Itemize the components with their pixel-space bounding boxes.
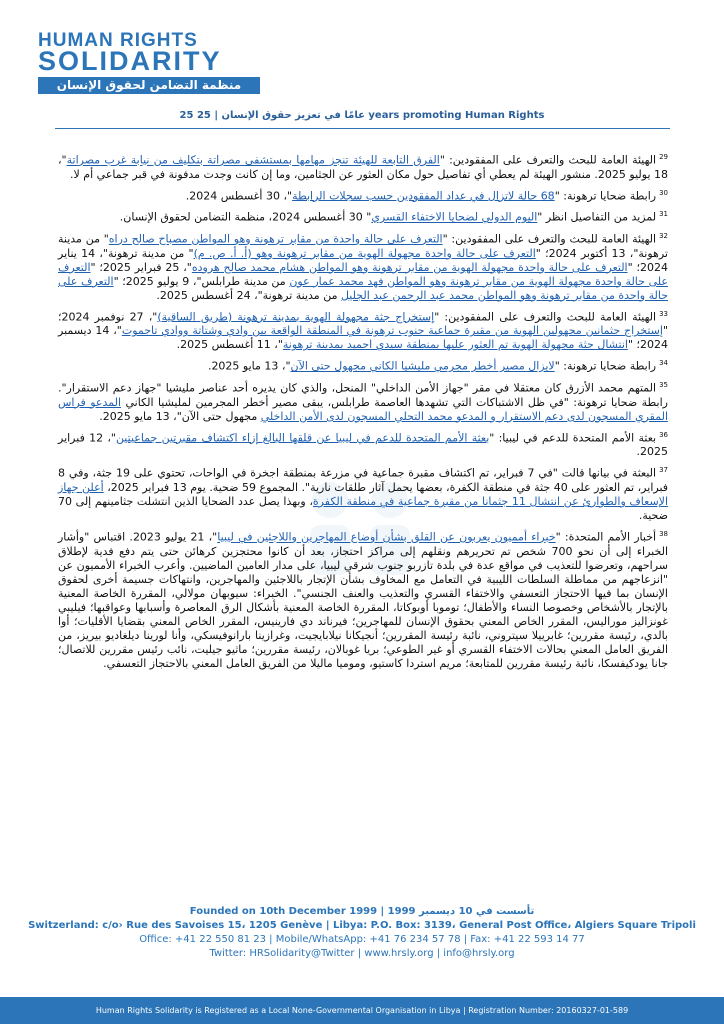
logo-line-1: HUMAN RIGHTS (38, 30, 198, 51)
footnote-text: المتهم محمد الأزرق كان معتقلا في مقر "جهاز الأمن الداخلي" المنحل، والذي كان يديره أحد عناصر مليشيا "جهاز دعم الاستقرار". رابطة ضحايا ترهونة: "في ظل الاشتباكات التي تشهدها العاصمة طرابلس، يبقى مصير أخطر المجرمين لمليشيا الكاني (58, 381, 668, 409)
footnote-text: "، 12 فبراير 2025. (58, 431, 668, 459)
registration-bar: Human Rights Solidarity is Registered as a Local None-Governmental Organisation in Libya | Registration Number: 20160327-01-589 (0, 997, 724, 1024)
footnote-link[interactable]: الفرق التابعة للهيئة تنجز مهامها بمستشفى مصراتة بتكليف من نيابة غرب مصراتة (66, 153, 440, 167)
footnote-text: الهيئة العامة للبحث والتعرف على المفقودين: " (442, 232, 657, 246)
footnote-link[interactable]: التعرف على حالة واحدة مجهولة الهوية من مقابر ترهونة وهو المواطن هشام محمد صالح هروده (191, 260, 628, 274)
footnote (58, 229, 668, 303)
footnote (58, 150, 668, 182)
footnote-link[interactable]: اليوم الدولي لضحايا الاختفاء القسري (371, 210, 538, 224)
social-line: Twitter: HRSolidarity@Twitter | www.hrsly.org | info@hrsly.org (209, 948, 515, 959)
footnote-text: البعثة في بيانها قالت "في 7 فبراير، تم اكتشاف مقبرة جماعية في مزرعة بمنطقة اجخرة في الواحات، تحتوي على 19 جثة، وفي 8 فبراير، تم العثور على 40 جثة في منطقة الكفرة، بعضها يحمل آثار طلقات نارية". المجموع 59 ضحية. يوم 13 فبراير 2025، (58, 466, 669, 494)
footnote (58, 356, 668, 374)
footnote-text: من مدينة طرابلس"، 9 يوليو 2025؛ " (113, 274, 290, 288)
phones-line: Office: +41 22 550 81 23 | Mobile/WhatsApp: +41 76 234 57 78 | Fax: +41 22 593 14 77 (139, 934, 585, 945)
footnote (58, 463, 668, 523)
header-divider (55, 128, 670, 129)
footnote-number: 31 (659, 210, 668, 219)
footnote-text: "، 27 نوفمبر 2024؛ " (58, 310, 668, 338)
footnote-text: " من مدينة ترهونة"، 13 أكتوبر 2024؛ " (58, 232, 668, 260)
footnotes-list (58, 150, 668, 675)
footnote-link[interactable]: انتشال جثة مجهولة الهوية تم العثور عليها بمنطقة سيدي احميد بمدينة ترهونة (282, 338, 628, 352)
tagline: 25 عامًا في تعزيز حقوق الإنسان | 25 years promoting Human Rights (179, 110, 545, 121)
page-footer (0, 905, 724, 961)
footnote (58, 527, 668, 671)
footnote-text: "، 13 مايو 2025. (207, 359, 291, 373)
footnote-link[interactable]: 68 حالة لاتزال في عداد المفقودين حسب سجلات الرابطة (292, 189, 555, 203)
footnote-text: "، 18 يوليو 2025. منشور الهيئة لم يعطي أي تفاصيل حول مكان العثور عن الجثامين، وما إن كانت وجدت مدفونة في قبر جماعي أم لا. (58, 153, 668, 181)
footnote-text: "، 11 أغسطس 2025. (176, 338, 283, 352)
footnote (58, 428, 668, 460)
footnote-text: "، 25 فبراير 2025؛ " (90, 260, 192, 274)
page-header (0, 0, 724, 110)
footnote-number: 32 (659, 231, 669, 240)
footnote-text: الهيئة العامة للبحث والتعرف على المفقودين: " (439, 153, 657, 167)
footnote-number: 35 (659, 380, 668, 389)
footnote-text: أخبار الأمم المتحدة: " (555, 530, 657, 544)
footnote-number: 36 (659, 430, 668, 439)
footnote (58, 186, 668, 204)
footnote-link[interactable]: التعرف على حالة واحدة من مقابر ترهونة وهو المواطن محمد عبد الرحمن عبد الجليل (58, 274, 668, 302)
footnote-number: 29 (659, 153, 669, 161)
footnote-text: لمزيد من التفاصيل انظر " (537, 210, 657, 224)
footnote-number: 38 (659, 529, 669, 538)
footnote-link[interactable]: إستخراج جثمانين مجهولين الهوية من مقبرة جماعية جنوب ترهونة في المنطقة الواقعة بين وادي وشتاتة ووادي تاجموت (121, 324, 663, 338)
footnote-link[interactable]: المدعو فراس المقري المسجون لدى دعم الاستقرار و المدعو محمد التحلي المسجون لدى الأمن الداخلي (58, 395, 668, 423)
footnote-text: بعثة الأمم المتحدة للدعم في ليبيا: " (489, 431, 657, 445)
footnote-text: "، 14 ديسمبر 2024؛ " (58, 324, 668, 352)
footnote-text: ، وبهذا يصل عدد الضحايا الذين انتشلت جثامينهم إلى 70 ضحية. (58, 494, 668, 522)
address-line: Switzerland: c/o› Rue des Savoises 15، 1205 Genève | Libya: P.O. Box: 3139، General Post Office، Algiers Square Tripoli (28, 920, 696, 931)
footnote-link[interactable]: التعرف على حالة واحدة مجهولة الهوية من مقابر ترهونة وهو (أ. أ. ص. م) (193, 246, 536, 260)
footnote-link[interactable]: بعثة الأمم المتحدة للدعم في ليبيا عن قلقها البالغ إزاء اكتشاف مقبرتين جماعيتين (115, 431, 490, 445)
logo-arabic: منظمة التضامن لحقوق الإنسان (38, 77, 260, 94)
footnote-link[interactable]: لايزال مصير أخطر مجرمي مليشيا الكاني مجهول حتى الآن (290, 359, 555, 373)
footnote-text: " من مدينة ترهونة"، 14 يناير 2024؛ " (58, 246, 668, 274)
footnote-number: 33 (659, 309, 669, 318)
footnote-text: "، 30 أغسطس 2024. (185, 189, 293, 203)
footnote-text: من مدينة ترهونة"، 24 أغسطس 2025. (156, 288, 341, 302)
footnote-text: الهيئة العامة للبحث والتعرف على المفقودين: " (434, 310, 657, 324)
footnote (58, 207, 668, 225)
footnote-link[interactable]: التعرف على حالة واحدة مجهولة الهوية من مقابر ترهونة وهو المواطن فهد محمد عمار عون (58, 260, 668, 288)
footnote-text: " 30 أغسطس 2024، منظمة التضامن لحقوق الإنسان. (119, 210, 372, 224)
footnote-link[interactable]: إستخراج جثة مجهولة الهوية بمدينة ترهونة (طريق الساقية) (157, 310, 435, 324)
footnote-text: رابطة ضحايا ترهونة: " (554, 189, 657, 203)
logo-line-2: SOLIDARITY (38, 46, 222, 76)
organization-logo (38, 30, 263, 90)
footnote (58, 307, 668, 353)
founded-line: Founded on 10th December 1999 | 1999 تأسست في 10 ديسمبر (189, 906, 535, 917)
footnote-link[interactable]: التعرف على حالة واحدة من مقابر ترهونة وهو المواطن مصباح صالح دراه (108, 232, 443, 246)
footnote-text: مجهول حتى الآن"، 13 مايو 2025. (99, 409, 261, 423)
footnote-text: رابطة ضحايا ترهونة: " (554, 359, 657, 373)
footnote-link[interactable]: أعلن جهاز الإسعاف والطوارئ عن انتشال 11 جثمانا من مقبرة جماعية في منطقة الكفرة (58, 480, 669, 508)
footnote-number: 34 (659, 359, 668, 368)
footnote-text: "، 21 يوليو 2023. اقتباس "وأشار الخبراء إلى أن نحو 700 شخص تم تحريرهم ونقلهم إلى مراكز احتجاز، بعد أن كانوا محتجزين كرهائن حتى يتم دفع فدية لإطلاق سراحهم، وتعرضوا للتعذيب في مواقع عدة في بلدة تازربو جنوب شرقي ليبيا، على مدار العامين الماضيين. وأعرب الخبراء الأمميون عن "انزعاجهم من مماطلة السلطات الليبية في التعامل مع المخاوف بشأن الإتجار باللاجئين والمهاجرين، وانتهاكات جسيمة أخرى لحقوق الإنسان بما فيها الاحتجاز التعسفي والاختفاء القسري والتعذيب والعنف الجنسي". الخبراء: سيوبهان مولالي، المقررة الخاصة المعنية بالإتجار بالأشخاص وخصوصا النساء والأطفال؛ توموبا أوبوكاتا، المقررة الخاصة المعنية بأشكال الرق المعاصرة وأسبابها وعواقبها؛ فيليبي غونزاليز موراليس، المقرر الخاص المعني بحقوق الإنسان للمهاجرين؛ فيرناند دي فارينيس، المقرر الخاص المعني بقضايا الأقليات؛ أوا بالدي، رئيسة مقررين؛ غابرييلا سيتروني، نائبة رئيسة المقررين؛ أنجيكانا نيلابايجيت، وغرازينا بارانوفيسكي، وأنا لورينا ديلغاديو بيريز، من الفريق العامل المعني بحالات الاختفاء القسري أو غير الطوعي؛ بريا غوبالان، رئيسة مقررين؛ ماثيو جيليت، نائب رئيس مقررين للاتصال؛ جانا يودكيفسكا، نائبة رئيسة مقررين للمتابعة؛ مريم استردا كاستيو، وموميا ماليلا من الفريق العامل المعني بالاحتجاز التعسفي. (58, 530, 668, 670)
footnote-number: 30 (659, 188, 668, 197)
footnote-link[interactable]: خبراء أمميون يعربون عن القلق بشأن أوضاع المهاجرين واللاجئين في ليبيا (217, 530, 556, 544)
footnote-number: 37 (659, 466, 669, 475)
footnote (58, 378, 668, 424)
